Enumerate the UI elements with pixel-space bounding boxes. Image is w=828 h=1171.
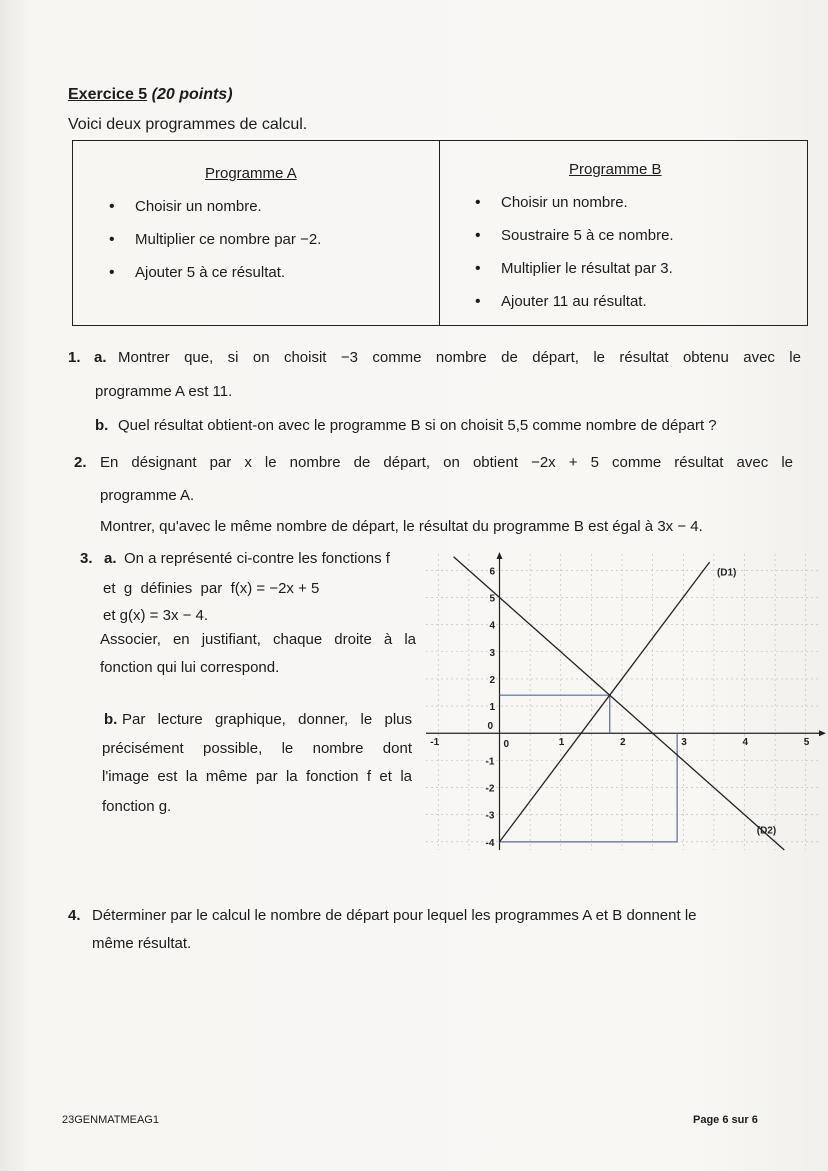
program-b-title: Programme B [569, 161, 662, 178]
q2-line1: En désignant par x le nombre de départ, on obtient −2x + 5 comme résultat avec le [100, 454, 793, 471]
q3a-line4: Associer, en justifiant, chaque droite à la [100, 631, 416, 648]
y-tick-label: 1 [489, 702, 496, 714]
chart-lines [454, 557, 785, 850]
q1b-label: b. [95, 417, 109, 434]
q4-number: 4. [68, 907, 81, 924]
y-tick-label: -4 [485, 837, 495, 849]
q1a-label: a. [94, 349, 107, 366]
q3a-line3: et g(x) = 3x − 4. [103, 607, 209, 624]
q3a-label: a. [104, 550, 117, 567]
chart-axes [426, 552, 826, 850]
q3a-line1: On a représenté ci-contre les fonctions f [124, 550, 390, 567]
q4-line1: Déterminer par le calcul le nombre de départ pour lequel les programmes A et B donnent le [92, 907, 697, 924]
y-tick-label: -2 [485, 783, 495, 795]
program-b-step: • Ajouter 11 au résultat. [475, 292, 674, 325]
program-a-step: • Ajouter 5 à ce résultat. [109, 263, 321, 296]
program-b [439, 141, 807, 325]
footer-page: Page 6 sur 6 [693, 1114, 758, 1126]
x-tick-label: 2 [620, 737, 626, 749]
intro-text: Voici deux programmes de calcul. [68, 116, 308, 133]
y-axis-arrow [497, 552, 503, 559]
x-tick-label: 1 [558, 737, 565, 749]
q3-number: 3. [80, 550, 93, 567]
y-tick-label: 4 [489, 620, 496, 632]
chart-grid [426, 554, 818, 850]
program-a-steps [109, 197, 321, 296]
label-d1: (D1) [716, 567, 737, 579]
intersection-guide [500, 695, 610, 733]
y-tick-label: 6 [489, 566, 496, 578]
programs-table [72, 140, 808, 326]
chart-labels [717, 568, 776, 837]
y-tick-label: -1 [485, 756, 495, 768]
x-tick-label: 3 [681, 737, 687, 749]
x-tick-label: -1 [430, 737, 440, 749]
chart-guides [500, 695, 678, 842]
q3b-line2: précisément possible, le nombre dont [102, 740, 412, 757]
q2-number: 2. [74, 454, 87, 471]
q3a-line2: et g définies par f(x) = −2x + 5 [103, 580, 320, 597]
q2-line2: programme A. [100, 487, 195, 504]
q4-line2: même résultat. [92, 935, 192, 952]
y-tick-label: -3 [485, 810, 495, 822]
exercise-label: Exercice 5 [68, 86, 148, 103]
program-b-step: • Choisir un nombre. [475, 193, 674, 226]
exercise-title [68, 86, 233, 104]
q3a-line5: fonction qui lui correspond. [100, 659, 280, 676]
line-d1 [500, 562, 710, 842]
q3b-line3: l'image est la même par la fonction f et la [102, 768, 412, 785]
chart-ticks [430, 566, 810, 849]
q2-line3: Montrer, qu'avec le même nombre de départ, le résultat du programme B est égal à 3x − 4. [100, 518, 703, 535]
q1b-text: Quel résultat obtient-on avec le programme B si on choisit 5,5 comme nombre de départ ? [118, 417, 717, 434]
x-axis-arrow [819, 730, 826, 736]
x-tick-label: 5 [803, 737, 810, 749]
y-tick-label: 2 [489, 674, 496, 686]
x-tick-label: 4 [742, 737, 749, 749]
q3b-line4: fonction g. [102, 798, 172, 815]
x-tick-label: 0 [503, 739, 510, 751]
y-tick-label: 3 [489, 647, 496, 659]
q1a-line1: Montrer que, si on choisit −3 comme nombre de départ, le résultat obtenu avec le [118, 349, 801, 366]
function-graph [418, 548, 828, 858]
y-tick-label: 0 [487, 721, 494, 733]
q3b-label: b. [104, 711, 118, 728]
program-a-step: • Choisir un nombre. [109, 197, 321, 230]
exercise-points: (20 points) [151, 86, 233, 103]
program-a-title: Programme A [205, 165, 297, 182]
line-d2 [454, 557, 785, 850]
q1a-line2: programme A est 11. [95, 383, 233, 400]
y-tick-label: 5 [489, 593, 496, 605]
footer-code: 23GENMATMEAG1 [62, 1114, 159, 1126]
q1-number: 1. [68, 349, 81, 366]
program-b-step: • Soustraire 5 à ce nombre. [475, 226, 674, 259]
program-a [73, 141, 440, 325]
q3b-line1: Par lecture graphique, donner, le plus [122, 711, 412, 728]
program-b-steps [475, 193, 674, 325]
program-a-step: • Multiplier ce nombre par −2. [109, 230, 321, 263]
program-b-step: • Multiplier le résultat par 3. [475, 259, 674, 292]
label-d2: (D2) [756, 825, 777, 837]
